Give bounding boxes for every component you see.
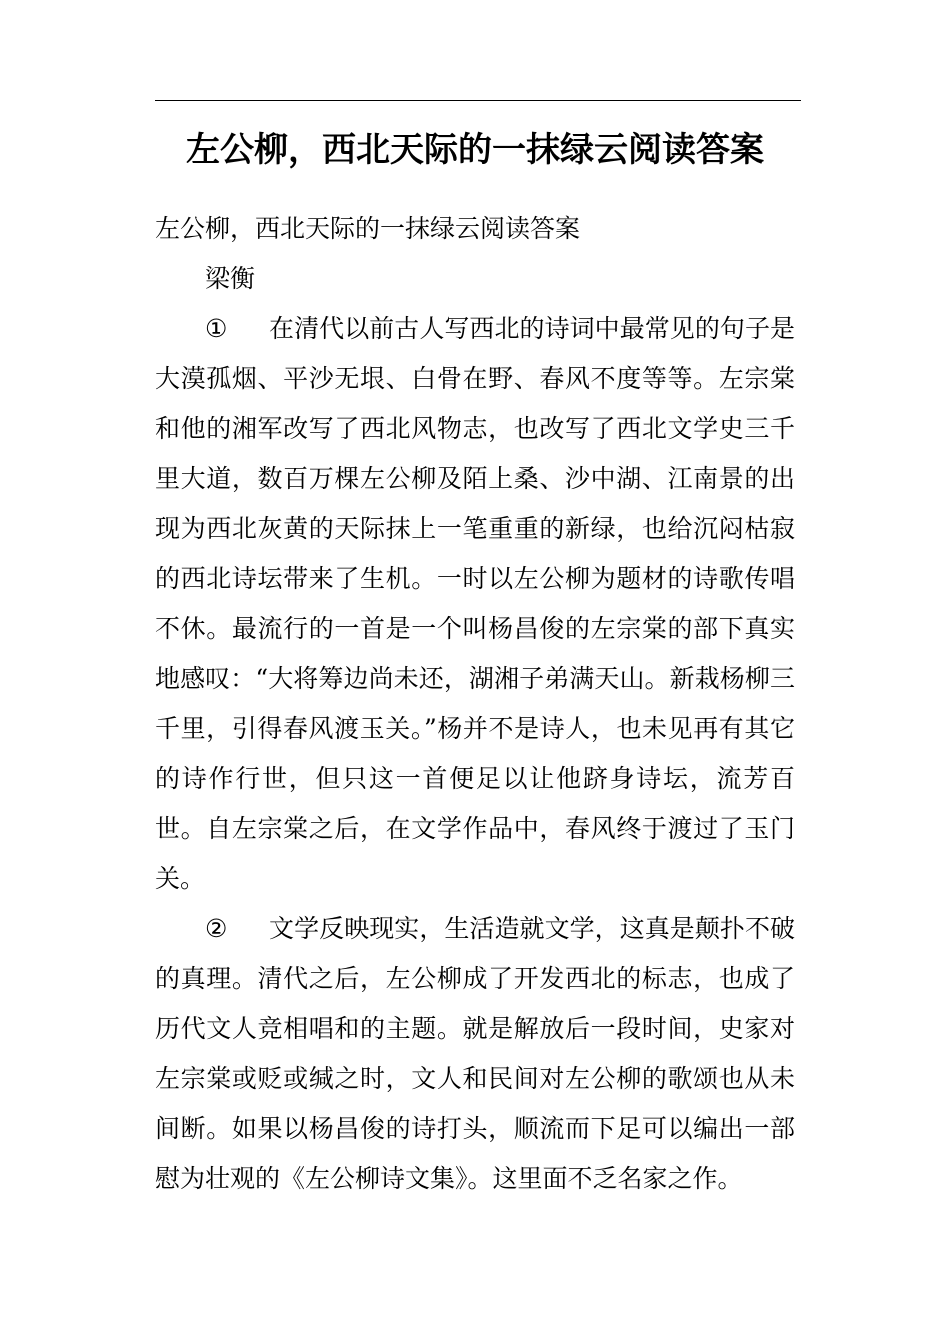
paragraph-number: ① xyxy=(205,314,228,343)
paragraph-1 xyxy=(155,304,795,904)
document-body xyxy=(155,204,795,1204)
paragraph-text: 文学反映现实，生活造就文学，这真是颠扑不破的真理。清代之后，左公柳成了开发西北的标志，也成了历代文人竞相唱和的主题。就是解放后一段时间，史家对左宗棠或贬或缄之时，文人和民间对左公柳的歌颂也从未间断。如果以杨昌俊的诗打头，顺流而下足可以编出一部慰为壮观的《左公柳诗文集》。这里面不乏名家之作。 xyxy=(155,914,795,1193)
article-author: 梁衡 xyxy=(205,264,256,293)
document-title: 左公柳，西北天际的一抹绿云阅读答案 xyxy=(186,130,764,170)
paragraph-2 xyxy=(155,904,795,1204)
article-subtitle: 左公柳，西北天际的一抹绿云阅读答案 xyxy=(155,214,581,243)
paragraph-text: 在清代以前古人写西北的诗词中最常见的句子是大漠孤烟、平沙无垠、白骨在野、春风不度等等。左宗棠和他的湘军改写了西北风物志，也改写了西北文学史三千里大道，数百万棵左公柳及陌上桑、沙中湖、江南景的出现为西北灰黄的天际抹上一笔重重的新绿，也给沉闷枯寂的西北诗坛带来了生机。一时以左公柳为题材的诗歌传唱不休。最流行的一首是一个叫杨昌俊的左宗棠的部下真实地感叹：“大将筹边尚未还，湖湘子弟满天山。新栽杨柳三千里，引得春风渡玉关。”杨并不是诗人，也未见再有其它的诗作行世，但只这一首便足以让他跻身诗坛，流芳百世。自左宗棠之后，在文学作品中，春风终于渡过了玉门关。 xyxy=(155,314,795,893)
paragraph-number: ② xyxy=(205,914,228,943)
header-rule xyxy=(155,100,801,101)
